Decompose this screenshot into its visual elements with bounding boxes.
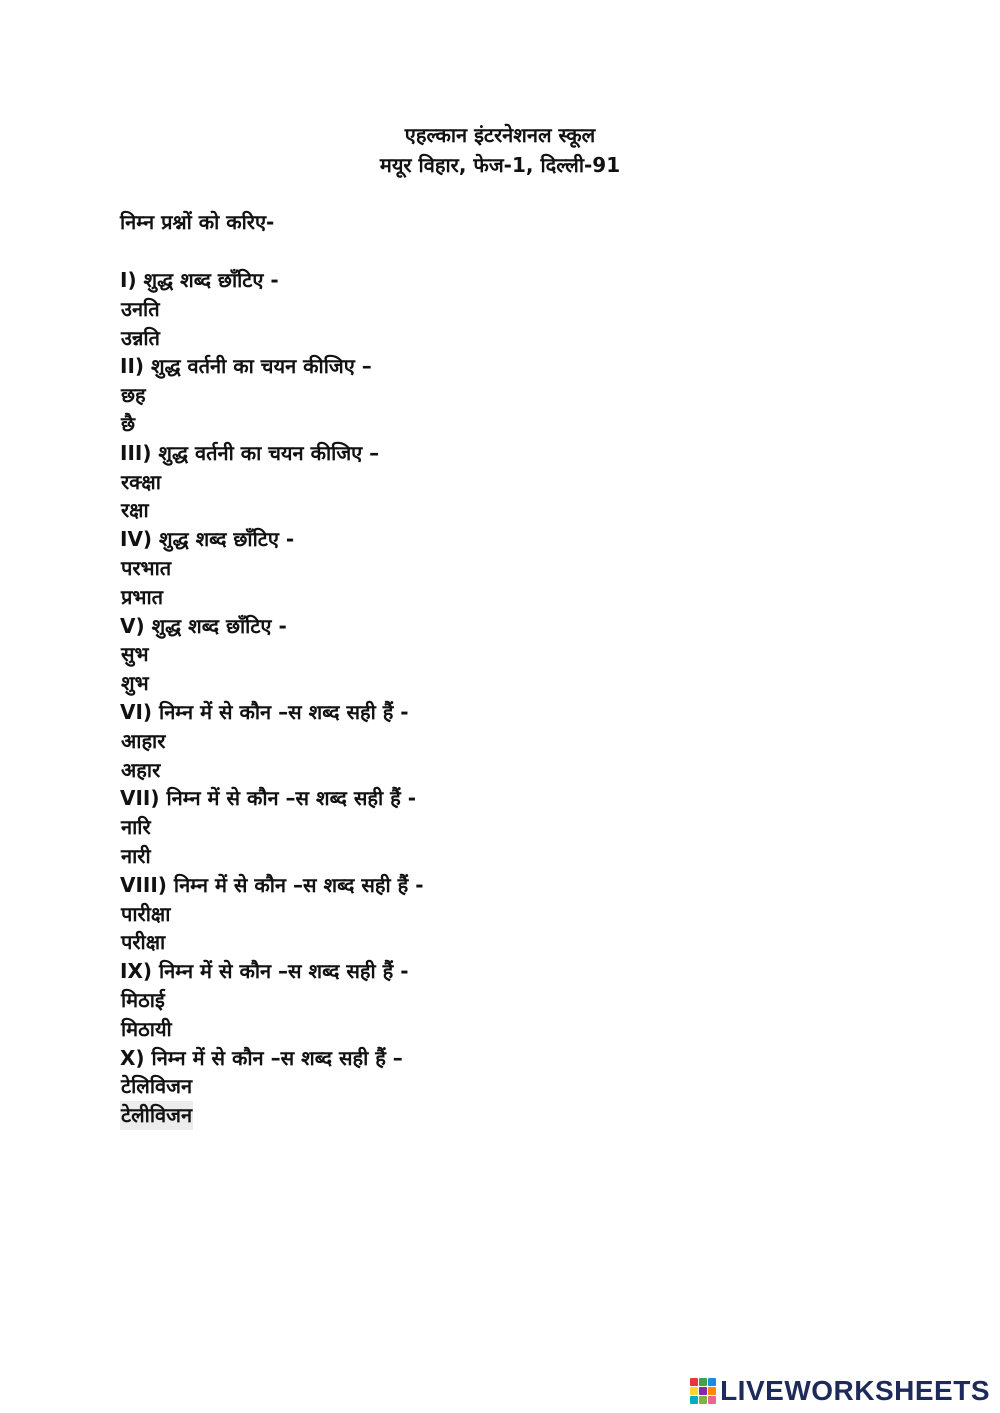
question-block bbox=[120, 957, 820, 1043]
answer-option[interactable] bbox=[120, 756, 820, 785]
answer-option[interactable] bbox=[120, 727, 820, 756]
answer-option-label: अहार bbox=[121, 757, 161, 782]
question-prompt: IV) शुद्ध शब्द छाँटिए - bbox=[120, 527, 295, 552]
answer-option-label: रक्क्षा bbox=[121, 469, 161, 494]
school-name: एहल्कान इंटरनेशनल स्कूल bbox=[404, 123, 596, 147]
answer-option-label: नारि bbox=[121, 815, 151, 840]
answer-option[interactable] bbox=[120, 583, 820, 612]
question-block bbox=[120, 698, 820, 784]
question-prompt: IX) निम्न में से कौन –स शब्द सही हैं - bbox=[120, 959, 409, 984]
answer-option[interactable] bbox=[120, 324, 820, 353]
answer-option-label: छै bbox=[121, 411, 136, 436]
answer-option[interactable] bbox=[120, 669, 820, 698]
logo-tile bbox=[690, 1378, 698, 1386]
question-block bbox=[120, 784, 820, 870]
answer-option[interactable] bbox=[120, 496, 820, 525]
school-address: मयूर विहार, फेज-1, दिल्ली-91 bbox=[379, 153, 621, 177]
logo-tile bbox=[708, 1378, 716, 1386]
question-list bbox=[120, 266, 820, 1130]
question-block bbox=[120, 1044, 820, 1130]
logo-tile bbox=[699, 1378, 707, 1386]
answer-option[interactable] bbox=[120, 928, 820, 957]
answer-option[interactable] bbox=[120, 554, 820, 583]
answer-option[interactable] bbox=[120, 813, 820, 842]
question-prompt: V) शुद्ध शब्द छाँटिए - bbox=[120, 613, 287, 638]
answer-option-label: प्रभात bbox=[121, 584, 164, 609]
answer-option[interactable] bbox=[120, 640, 820, 669]
question-prompt: III) शुद्ध वर्तनी का चयन कीजिए – bbox=[120, 440, 380, 465]
answer-option-label: टेलीविजन bbox=[120, 1101, 193, 1130]
answer-option[interactable] bbox=[120, 842, 820, 871]
answer-option[interactable] bbox=[120, 1072, 820, 1101]
answer-option-label: उनति bbox=[121, 296, 160, 321]
answer-option-label: नारी bbox=[121, 843, 151, 868]
answer-option-label: शुभ bbox=[121, 671, 149, 696]
question-block bbox=[120, 439, 820, 525]
answer-option-label: परभात bbox=[121, 555, 172, 580]
instruction-text: निम्न प्रश्नों को करिए- bbox=[120, 210, 275, 234]
answer-option[interactable] bbox=[120, 1015, 820, 1044]
question-block bbox=[120, 525, 820, 611]
answer-option-label: टेलिविजन bbox=[121, 1074, 193, 1099]
answer-option[interactable] bbox=[120, 295, 820, 324]
question-prompt: VII) निम्न में से कौन –स शब्द सही हैं - bbox=[120, 786, 417, 811]
question-block bbox=[120, 266, 820, 352]
answer-option-label: छह bbox=[121, 383, 146, 408]
question-prompt: I) शुद्ध शब्द छाँटिए - bbox=[120, 268, 279, 292]
answer-option[interactable] bbox=[120, 1101, 820, 1130]
logo-tile bbox=[699, 1387, 707, 1395]
answer-option[interactable] bbox=[120, 986, 820, 1015]
logo-tile bbox=[690, 1396, 698, 1404]
answer-option[interactable] bbox=[120, 381, 820, 410]
answer-option-label: आहार bbox=[121, 728, 166, 753]
answer-option-label: पारीक्षा bbox=[121, 901, 171, 926]
answer-option-label: परीक्षा bbox=[121, 930, 166, 955]
answer-option-label: मिठायी bbox=[121, 1016, 172, 1041]
liveworksheets-wordmark: LIVEWORKSHEETS bbox=[720, 1375, 990, 1406]
logo-tile bbox=[690, 1387, 698, 1395]
logo-tile bbox=[708, 1387, 716, 1395]
answer-option-label: सुभ bbox=[121, 642, 149, 667]
question-prompt: II) शुद्ध वर्तनी का चयन कीजिए – bbox=[120, 354, 372, 379]
liveworksheets-brand bbox=[690, 1376, 990, 1406]
question-prompt: VIII) निम्न में से कौन –स शब्द सही हैं - bbox=[120, 872, 424, 897]
answer-option[interactable] bbox=[120, 900, 820, 929]
logo-tile bbox=[708, 1396, 716, 1404]
logo-tile bbox=[699, 1396, 707, 1404]
answer-option-label: उन्नति bbox=[121, 325, 160, 350]
question-block bbox=[120, 352, 820, 438]
question-block bbox=[120, 871, 820, 957]
answer-option[interactable] bbox=[120, 468, 820, 497]
answer-option[interactable] bbox=[120, 410, 820, 439]
question-prompt: VI) निम्न में से कौन –स शब्द सही हैं - bbox=[120, 699, 409, 724]
question-prompt: X) निम्न में से कौन –स शब्द सही हैं – bbox=[120, 1045, 403, 1070]
question-block bbox=[120, 612, 820, 698]
answer-option-label: मिठाई bbox=[121, 987, 165, 1012]
liveworksheets-logo-icon bbox=[690, 1378, 716, 1404]
answer-option-label: रक्षा bbox=[121, 498, 149, 523]
